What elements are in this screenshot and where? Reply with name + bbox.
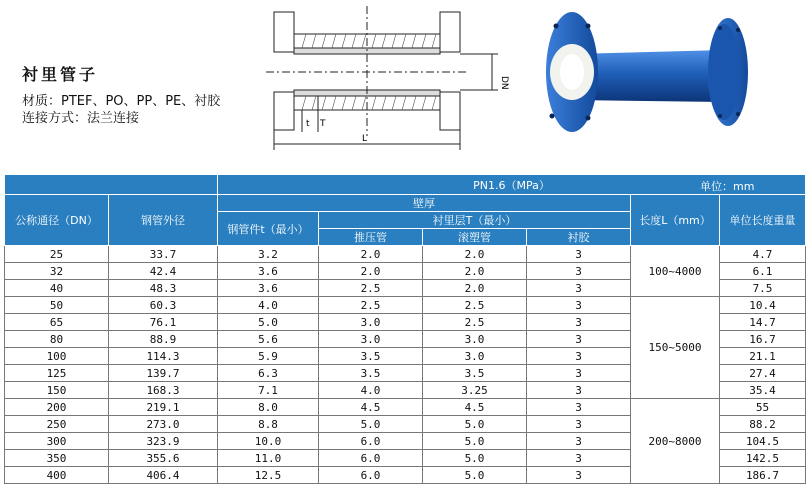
dn-cell: 200 <box>5 399 109 416</box>
material-spec: 材质：PTEF、PO、PP、PE、衬胶 <box>22 94 221 109</box>
weight-cell: 88.2 <box>720 416 806 433</box>
dn-cell: 350 <box>5 450 109 467</box>
steel-t-cell: 8.0 <box>218 399 319 416</box>
dn-cell: 25 <box>5 246 109 263</box>
weight-cell: 27.4 <box>720 365 806 382</box>
roll-cell: 3.0 <box>423 331 527 348</box>
roll-cell: 5.0 <box>423 450 527 467</box>
od-cell: 273.0 <box>109 416 218 433</box>
push-cell: 2.0 <box>319 246 423 263</box>
dn-cell: 80 <box>5 331 109 348</box>
push-cell: 6.0 <box>319 433 423 450</box>
steel-t-cell: 3.6 <box>218 280 319 297</box>
od-header: 钢管外径 <box>109 195 218 246</box>
steel-t-cell: 3.6 <box>218 263 319 280</box>
rubber-cell: 3 <box>527 450 631 467</box>
od-cell: 60.3 <box>109 297 218 314</box>
dn-dimension-label: DN <box>499 76 509 90</box>
roll-cell: 3.0 <box>423 348 527 365</box>
od-cell: 88.9 <box>109 331 218 348</box>
weight-cell: 186.7 <box>720 467 806 484</box>
steel-t-cell: 5.0 <box>218 314 319 331</box>
od-cell: 33.7 <box>109 246 218 263</box>
rubber-cell: 3 <box>527 263 631 280</box>
roll-cell: 3.5 <box>423 365 527 382</box>
steel-t-cell: 6.3 <box>218 365 319 382</box>
steel-t-cell: 5.9 <box>218 348 319 365</box>
table-body <box>5 246 806 484</box>
dn-cell: 40 <box>5 280 109 297</box>
rubber-cell: 3 <box>527 348 631 365</box>
dn-cell: 100 <box>5 348 109 365</box>
roll-cell: 5.0 <box>423 467 527 484</box>
t-dimension-label: t <box>306 119 310 129</box>
wall-header: 壁厚 <box>218 195 631 212</box>
weight-cell: 7.5 <box>720 280 806 297</box>
weight-cell: 55 <box>720 399 806 416</box>
steel-t-cell: 7.1 <box>218 382 319 399</box>
steel-t-header: 钢管件t（最小） <box>218 212 319 246</box>
od-cell: 323.9 <box>109 433 218 450</box>
steel-t-cell: 5.6 <box>218 331 319 348</box>
od-cell: 76.1 <box>109 314 218 331</box>
rubber-cell: 3 <box>527 399 631 416</box>
rubber-cell: 3 <box>527 246 631 263</box>
lined-pipe-photo <box>538 6 760 144</box>
steel-t-cell: 3.2 <box>218 246 319 263</box>
rubber-cell: 3 <box>527 467 631 484</box>
weight-cell: 4.7 <box>720 246 806 263</box>
dn-cell: 300 <box>5 433 109 450</box>
rubber-cell: 3 <box>527 416 631 433</box>
roll-cell: 5.0 <box>423 416 527 433</box>
rubber-cell: 3 <box>527 297 631 314</box>
push-cell: 3.0 <box>319 314 423 331</box>
steel-t-cell: 12.5 <box>218 467 319 484</box>
table-row <box>5 399 806 416</box>
specification-table <box>4 174 806 484</box>
dn-cell: 50 <box>5 297 109 314</box>
length-header: 长度L（mm） <box>631 195 720 246</box>
dn-cell: 150 <box>5 382 109 399</box>
weight-cell: 10.4 <box>720 297 806 314</box>
rubber-cell: 3 <box>527 433 631 450</box>
roll-cell: 2.5 <box>423 314 527 331</box>
steel-t-cell: 11.0 <box>218 450 319 467</box>
push-cell: 6.0 <box>319 450 423 467</box>
push-cell: 4.5 <box>319 399 423 416</box>
table-row <box>5 246 806 263</box>
od-cell: 406.4 <box>109 467 218 484</box>
roll-cell: 2.0 <box>423 263 527 280</box>
weight-cell: 142.5 <box>720 450 806 467</box>
od-cell: 114.3 <box>109 348 218 365</box>
push-cell: 5.0 <box>319 416 423 433</box>
push-cell: 6.0 <box>319 467 423 484</box>
dn-cell: 32 <box>5 263 109 280</box>
product-title: 衬里管子 <box>22 65 99 84</box>
rubber-cell: 3 <box>527 280 631 297</box>
steel-t-cell: 8.8 <box>218 416 319 433</box>
L-dimension-label: L <box>362 134 368 144</box>
header-blank <box>5 175 218 195</box>
od-cell: 48.3 <box>109 280 218 297</box>
dn-header: 公称通径（DN） <box>5 195 109 246</box>
dn-cell: 400 <box>5 467 109 484</box>
push-cell: 3.5 <box>319 365 423 382</box>
od-cell: 139.7 <box>109 365 218 382</box>
roll-cell: 2.5 <box>423 297 527 314</box>
T-dimension-label: T <box>320 119 326 129</box>
roll-cell: 4.5 <box>423 399 527 416</box>
weight-cell: 16.7 <box>720 331 806 348</box>
steel-t-cell: 4.0 <box>218 297 319 314</box>
dn-cell: 250 <box>5 416 109 433</box>
od-cell: 168.3 <box>109 382 218 399</box>
rubber-cell: 3 <box>527 331 631 348</box>
steel-t-cell: 10.0 <box>218 433 319 450</box>
length-range-cell: 150~5000 <box>631 297 720 399</box>
lining-T-header: 衬里层T（最小） <box>319 212 631 229</box>
weight-cell: 104.5 <box>720 433 806 450</box>
length-range-cell: 100~4000 <box>631 246 720 297</box>
push-cell: 2.5 <box>319 280 423 297</box>
rubber-cell: 3 <box>527 382 631 399</box>
od-cell: 355.6 <box>109 450 218 467</box>
dn-cell: 125 <box>5 365 109 382</box>
od-cell: 42.4 <box>109 263 218 280</box>
push-cell: 3.0 <box>319 331 423 348</box>
rubber-cell: 3 <box>527 314 631 331</box>
roll-cell: 2.0 <box>423 246 527 263</box>
dn-cell: 65 <box>5 314 109 331</box>
weight-cell: 14.7 <box>720 314 806 331</box>
push-cell: 3.5 <box>319 348 423 365</box>
roll-header: 滚塑管 <box>423 229 527 246</box>
weight-cell: 21.1 <box>720 348 806 365</box>
pressure-header: PN1.6（MPa） <box>218 175 806 195</box>
table-row <box>5 297 806 314</box>
weight-cell: 6.1 <box>720 263 806 280</box>
pipe-section-drawing <box>262 4 512 156</box>
od-cell: 219.1 <box>109 399 218 416</box>
weight-cell: 35.4 <box>720 382 806 399</box>
length-range-cell: 200~8000 <box>631 399 720 484</box>
roll-cell: 2.0 <box>423 280 527 297</box>
rubber-cell: 3 <box>527 365 631 382</box>
push-cell: 4.0 <box>319 382 423 399</box>
unit-label: 单位：mm <box>700 180 755 193</box>
roll-cell: 5.0 <box>423 433 527 450</box>
roll-cell: 3.25 <box>423 382 527 399</box>
push-cell: 2.5 <box>319 297 423 314</box>
push-cell: 2.0 <box>319 263 423 280</box>
connection-spec: 连接方式：法兰连接 <box>22 111 140 126</box>
weight-header: 单位长度重量 <box>720 195 806 246</box>
rubber-header: 衬胶 <box>527 229 631 246</box>
push-header: 推压管 <box>319 229 423 246</box>
